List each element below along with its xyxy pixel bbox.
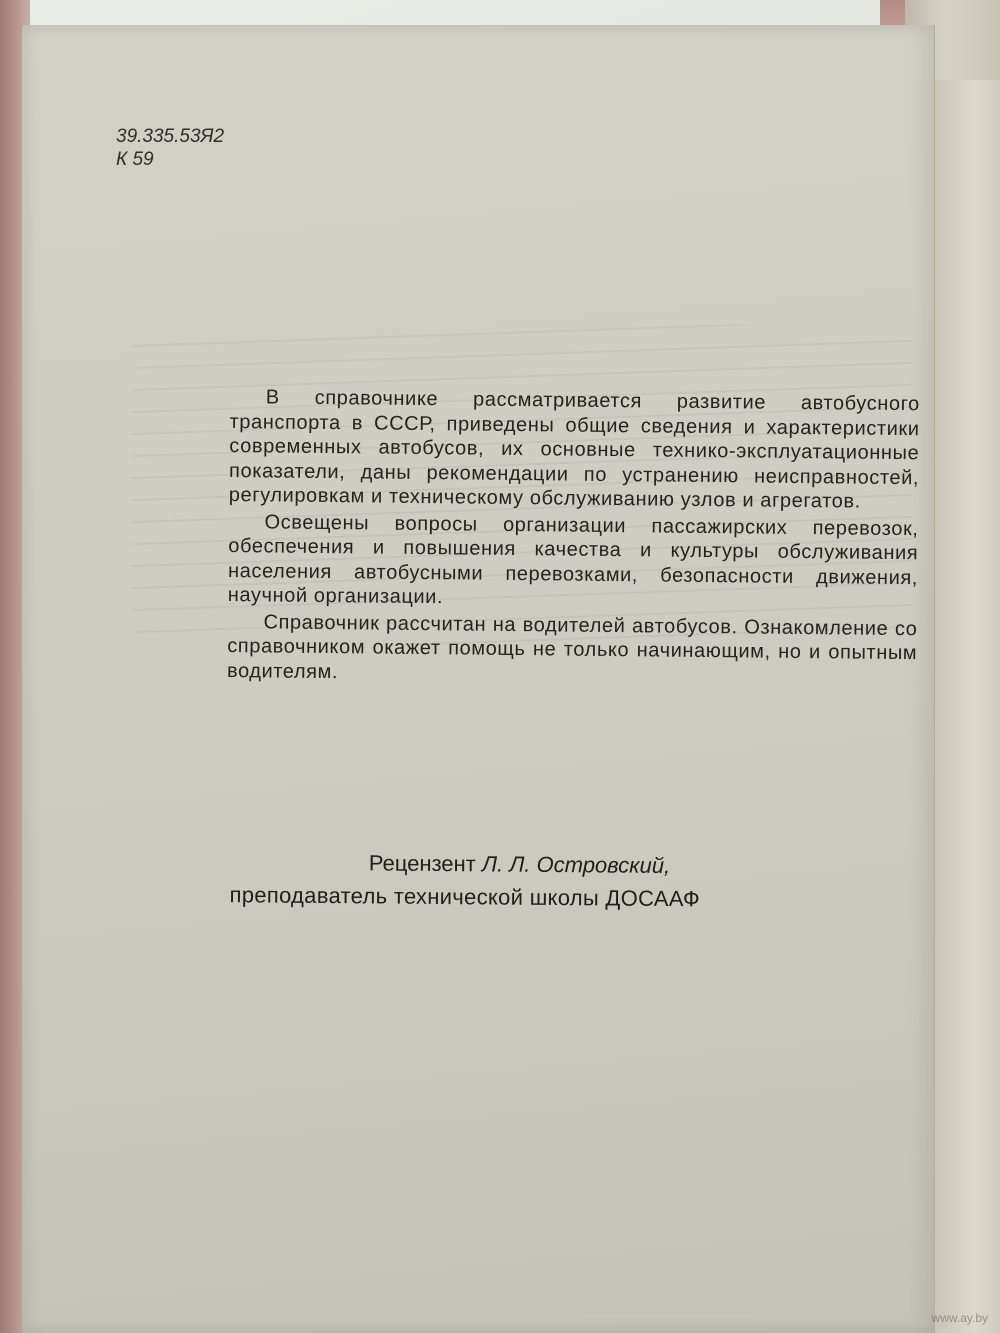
abstract-paragraph: Освещены вопросы организации пассажирских перевозок, обеспечения и повышения качества и культуры обслуживания населения автобусными перевозками, безопасности движения, научной организации. <box>227 510 919 609</box>
page-content <box>22 25 934 1333</box>
reviewer-position: преподаватель технической школы ДОСААФ <box>229 882 701 912</box>
reviewer-name: Л. Л. Островский, <box>481 851 671 878</box>
reviewer-block <box>211 845 852 917</box>
page-stack <box>930 80 1000 1333</box>
reviewer-label: Рецензент <box>368 850 476 877</box>
book-page <box>22 25 935 1333</box>
abstract-paragraph: В справочнике рассматривается развитие автобусного транспорта в СССР, приведены общие сведения и характеристики современных автобусов, их основные технико-эксплуатационные показатели, даны рекомендации по устранению неисправностей, регулировкам и техническому обслуживанию узлов и агрегатов. <box>228 386 920 513</box>
abstract-paragraph: Справочник рассчитан на водителей автобусов. Ознакомление со справочником окажет помощь не только начинающим, но и опытным водителям. <box>226 610 918 683</box>
classification-index: К 59 <box>116 149 154 170</box>
classification-code: 39.335.53Я2 <box>116 126 225 147</box>
classification-block <box>116 125 224 171</box>
reviewer-line <box>212 845 852 884</box>
watermark: www.ay.by <box>931 1311 988 1325</box>
abstract-text <box>227 385 920 692</box>
